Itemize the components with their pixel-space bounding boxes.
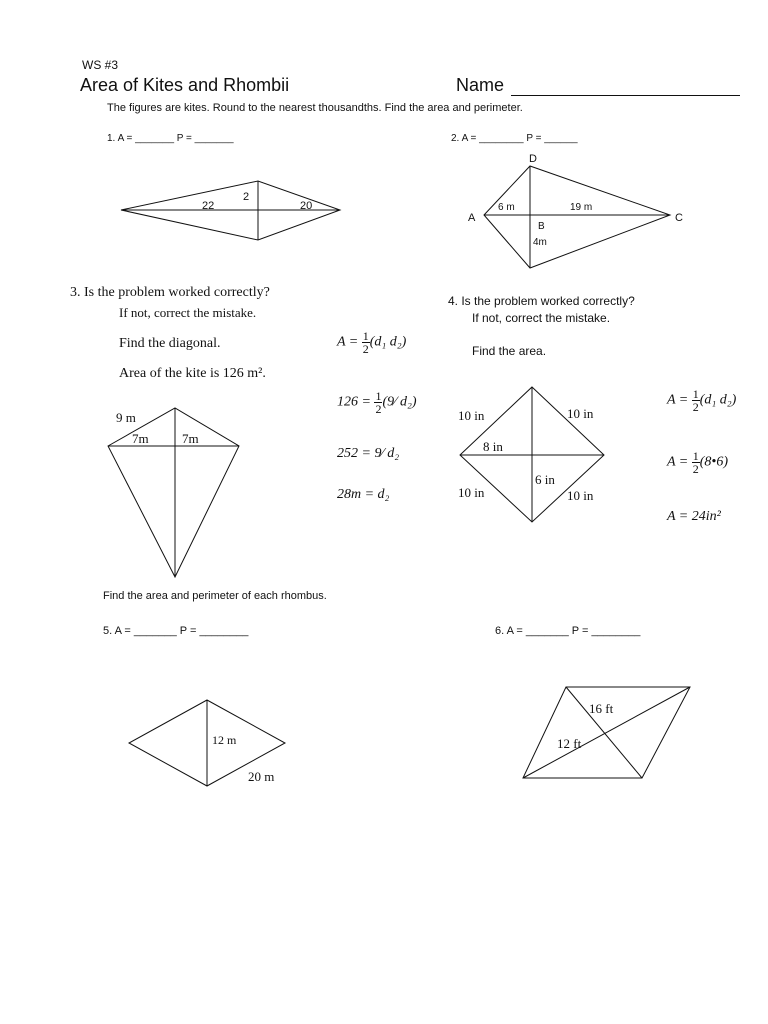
p2-label-A: A xyxy=(468,212,476,224)
p4-step1: A = $\frac{1}{2}$ (d₁ d₂) xyxy=(667,387,737,414)
problem3-kite xyxy=(108,408,239,577)
p3-step4: 28m = d₂ xyxy=(337,487,390,502)
problem3-subquestion: If not, correct the mistake. xyxy=(119,305,257,320)
name-label: Name xyxy=(456,75,505,95)
p3-step3: 252 = 9⁄ d₂ xyxy=(337,446,400,461)
p2-label-D: D xyxy=(529,153,537,165)
p5-label-20m: 20 m xyxy=(248,769,275,784)
p6-label-16ft: 16 ft xyxy=(589,701,614,716)
p2-label-4m: 4m xyxy=(533,237,547,248)
p4-label-tr: 10 in xyxy=(567,406,594,421)
page-title: Area of Kites and Rhombii xyxy=(80,75,290,95)
p2-label-19m: 19 m xyxy=(570,202,593,213)
rhombus-instructions: Find the area and perimeter of each rhombus. xyxy=(103,590,327,602)
p2-label-6m: 6 m xyxy=(498,202,515,213)
p3-step1: A = $\frac{1}{2}$ (d₁ d₂) xyxy=(337,329,407,356)
p4-label-tl: 10 in xyxy=(458,408,485,423)
p4-label-bl: 10 in xyxy=(458,485,485,500)
problem2-kite xyxy=(484,166,670,268)
problem4-task: Find the area. xyxy=(472,344,547,358)
p2-label-C: C xyxy=(675,212,683,224)
kite-instructions: The figures are kites. Round to the nearest thousandths. Find the area and perimeter. xyxy=(107,102,523,114)
problem3-question: 3. Is the problem worked correctly? xyxy=(70,285,270,300)
p4-step2: A = $\frac{1}{2}$ (8•6) xyxy=(667,449,728,476)
p3-step2: 126 = $\frac{1}{2}$ (9⁄ d₂) xyxy=(337,389,417,416)
p3-label-7m-left: 7m xyxy=(132,431,149,446)
problem6-prompt: 6. A = _______ P = ________ xyxy=(495,625,641,637)
problem4-question: 4. Is the problem worked correctly? xyxy=(448,294,635,308)
worksheet-number: WS #3 xyxy=(82,58,119,72)
problem5-prompt: 5. A = _______ P = ________ xyxy=(103,625,249,637)
p4-label-br: 10 in xyxy=(567,488,594,503)
p4-step3: A = 24in² xyxy=(667,509,721,524)
p3-label-9m: 9 m xyxy=(116,410,136,425)
p5-label-12m: 12 m xyxy=(212,733,237,747)
p4-label-6in: 6 in xyxy=(535,472,555,487)
p1-label-20: 20 xyxy=(300,200,313,212)
p1-label-22: 22 xyxy=(202,200,215,212)
p1-label-2: 2 xyxy=(243,191,250,203)
problem3-given: Area of the kite is 126 m². xyxy=(119,366,266,381)
p6-label-12ft: 12 ft xyxy=(557,736,582,751)
p4-label-8in: 8 in xyxy=(483,439,503,454)
p3-label-7m-right: 7m xyxy=(182,431,199,446)
p2-label-B: B xyxy=(538,221,545,232)
problem3-task: Find the diagonal. xyxy=(119,336,221,351)
problem1-prompt: 1. A = _______ P = _______ xyxy=(107,133,234,144)
problem2-prompt: 2. A = ________ P = ______ xyxy=(451,133,578,144)
problem4-subquestion: If not, correct the mistake. xyxy=(472,311,611,325)
